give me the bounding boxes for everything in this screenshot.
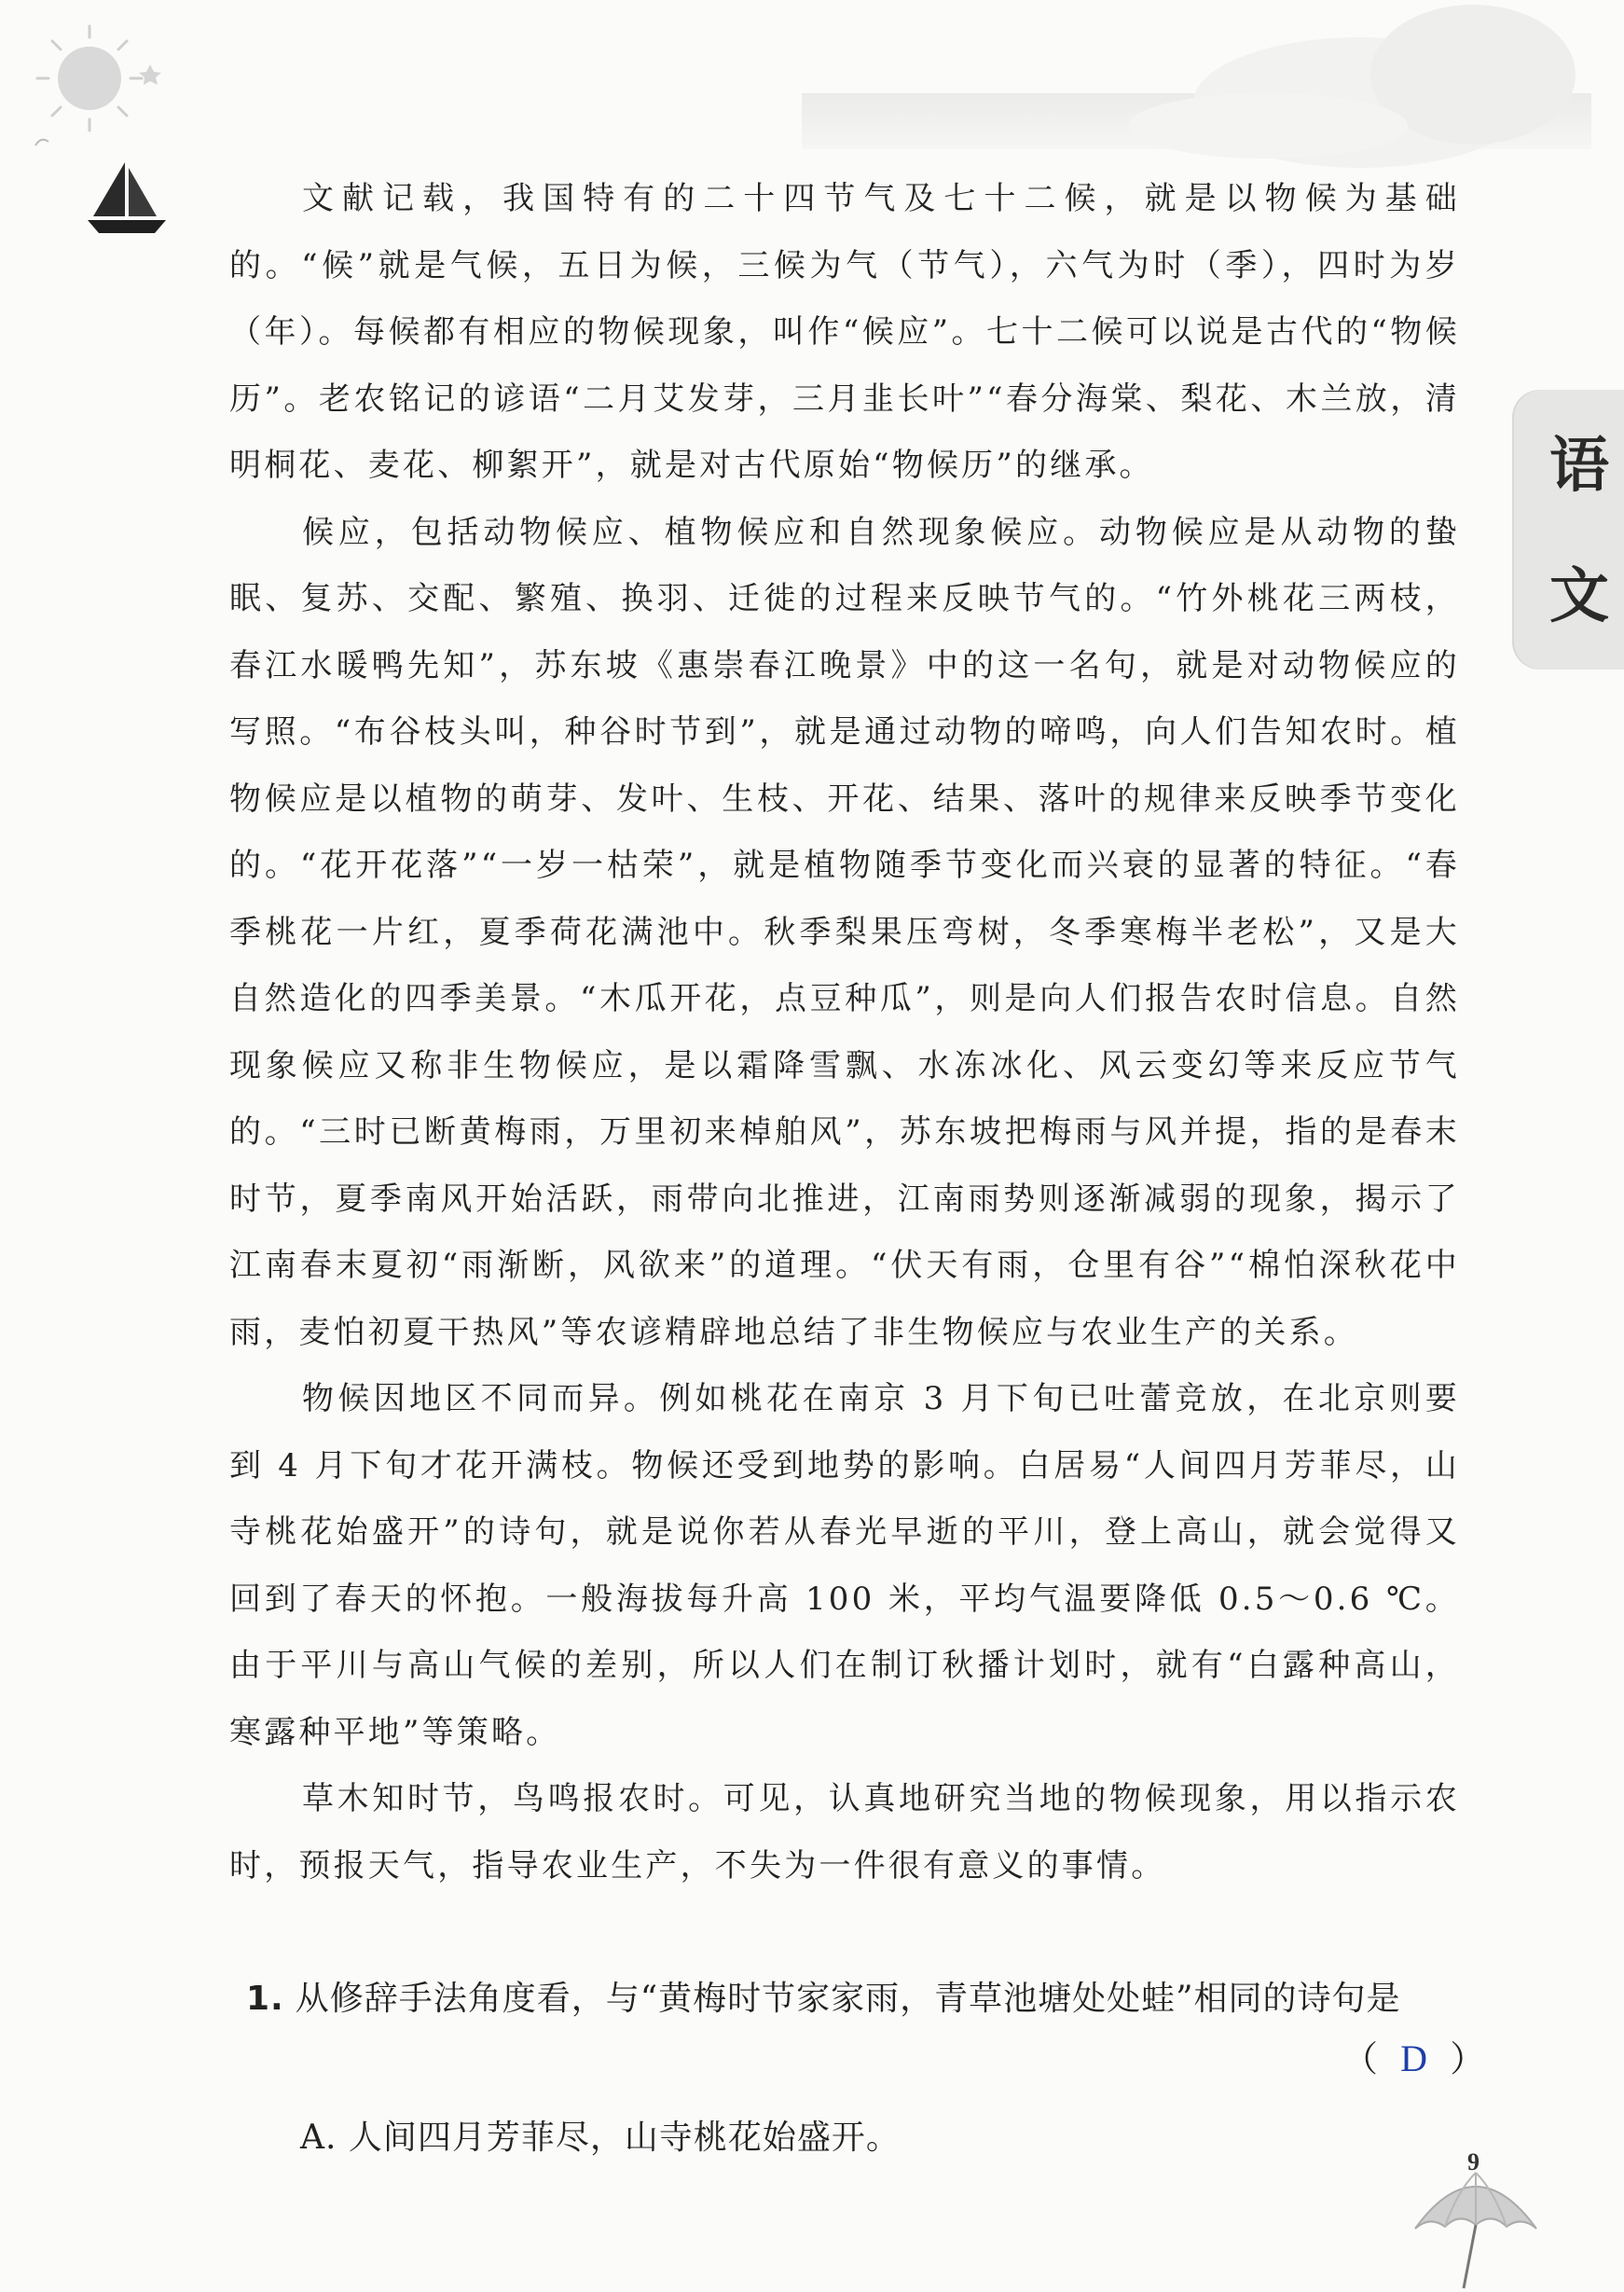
subject-tab[interactable] xyxy=(1512,390,1624,670)
page-number: 9 xyxy=(1467,2148,1479,2175)
bracket-open: （ xyxy=(1342,2038,1401,2079)
paragraph: 文献记载，我国特有的二十四节气及七十二候，就是以物候为基础的。“候”就是气候，五日为候，三候为气（节气），六气为时（季），四时为岁（年）。每候都有相应的物候现象，叫作“候应”。七十二候可以说是古代的“物候历”。老农铭记的谚语“二月艾发芽，三月韭长叶”“春分海棠、梨花、木兰放，清明桐花、麦花、柳絮开”，就是对古代原始“物候历”的继承。 xyxy=(229,180,1460,484)
paragraph: 草木知时节，鸟鸣报农时。可见，认真地研究当地的物候现象，用以指示农时，预报天气，指导农业生产，不失为一件很有意义的事情。 xyxy=(229,1780,1460,1885)
cloud-decoration xyxy=(802,0,1591,168)
bracket-close: ） xyxy=(1427,2038,1486,2079)
question-text: 从修辞手法角度看，与“黄梅时节家家雨，青草池塘处处蛙”相同的诗句是 xyxy=(295,1980,1401,2018)
answer-letter: D xyxy=(1400,2037,1428,2079)
option-a: A. 人间四月芳菲尽，山寺桃花始盛开。 xyxy=(300,2119,901,2157)
reading-passage xyxy=(229,166,1460,1899)
question-1 xyxy=(246,1966,1486,2033)
subject-tab-char-2: 文 xyxy=(1549,562,1609,631)
sun-icon xyxy=(24,13,164,153)
question-number: 1. xyxy=(246,1980,284,2018)
paragraph: 物候因地区不同而异。例如桃花在南京 3 月下旬已吐蕾竞放，在北京则要到 4 月下旬才花开满枝。物候还受到地势的影响。白居易“人间四月芳菲尽，山寺桃花始盛开”的诗句，就是说你若从春光早逝的平川，登上高山，就会觉得又回到了春天的怀抱。一般海拔每升高 100 米，平均气温要降低 0.5～0.6 ℃。由于平川与高山气候的差别，所以人们在制订秋播计划时，就有“白露种高山，寒露种平地”等策略。 xyxy=(229,1380,1460,1751)
answer-bracket xyxy=(1342,2031,1485,2087)
subject-tab-char-1: 语 xyxy=(1549,432,1609,501)
paragraph: 候应，包括动物候应、植物候应和自然现象候应。动物候应是从动物的蛰眠、复苏、交配、繁殖、换羽、迁徙的过程来反映节气的。“竹外桃花三两枝，春江水暖鸭先知”，苏东坡《惠崇春江晚景》中的这一名句，就是对动物候应的写照。“布谷枝头叫，种谷时节到”，就是通过动物的啼鸣，向人们告知农时。植物候应是以植物的萌芽、发叶、生枝、开花、结果、落叶的规律来反映季节变化的。“花开花落”“一岁一枯荣”，就是植物随季节变化而兴衰的显著的特征。“春季桃花一片红，夏季荷花满池中。秋季梨果压弯树，冬季寒梅半老松”，又是大自然造化的四季美景。“木瓜开花，点豆种瓜”，则是向人们报告农时信息。自然现象候应又称非生物候应，是以霜降雪飘、水冻冰化、风云变幻等来反应节气的。“三时已断黄梅雨，万里初来棹舶风”，苏东坡把梅雨与风并提，指的是春末时节，夏季南风开始活跃，雨带向北推进，江南雨势则逐渐减弱的现象，揭示了江南春末夏初“雨渐断，风欲来”的道理。“伏天有雨，仓里有谷”“棉怕深秋花中雨，麦怕初夏干热风”等农谚精辟地总结了非生物候应与农业生产的关系。 xyxy=(229,513,1460,1351)
sailboat-icon xyxy=(88,159,166,237)
